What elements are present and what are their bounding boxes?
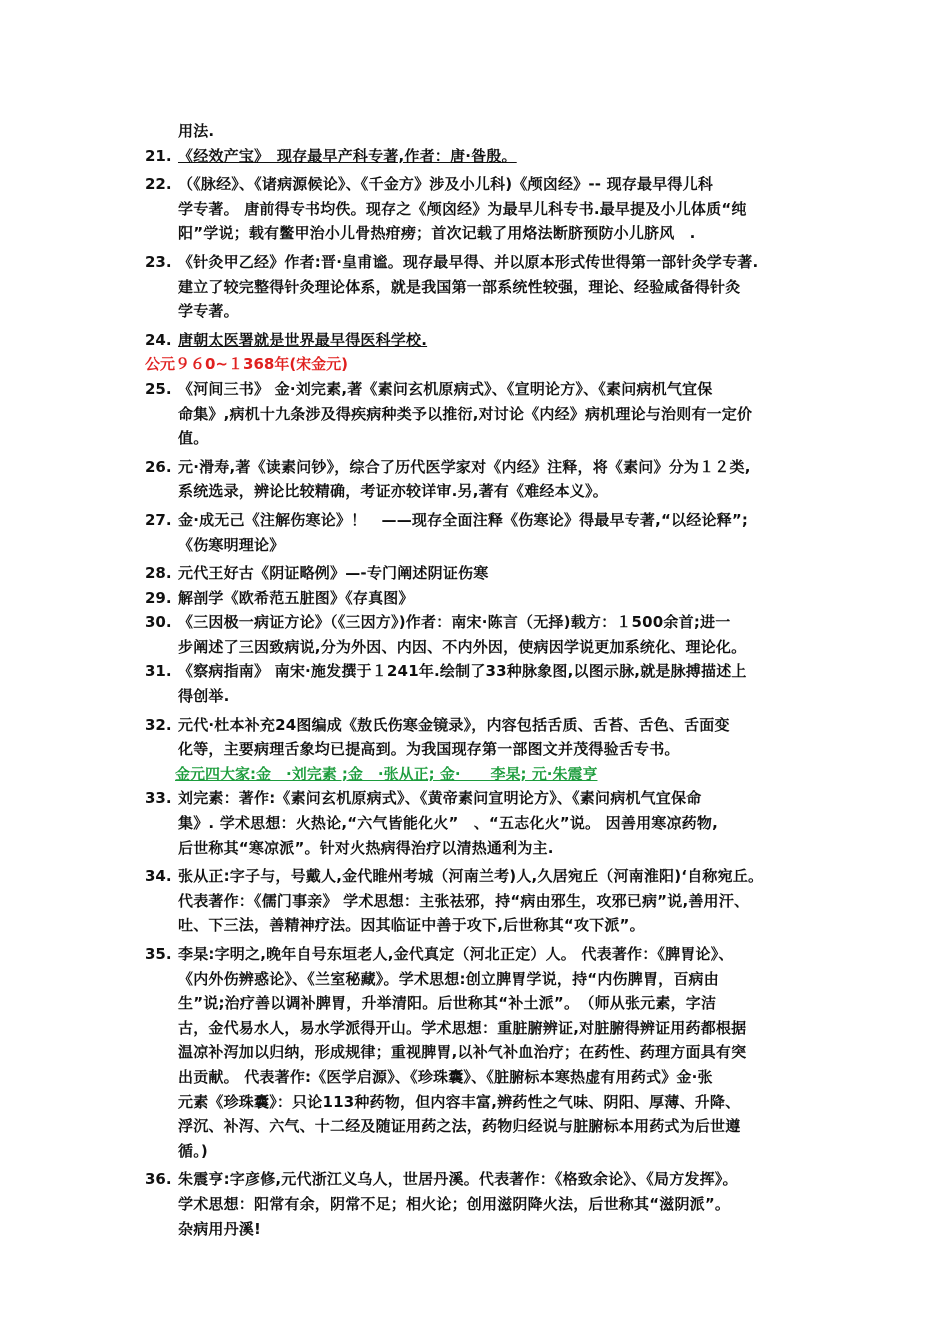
item-text: 系统选录，辨论比较精确，考证亦较详审.另,著有《难经本义》。: [178, 482, 608, 501]
item-text: 张从正:字子与，号戴人,金代睢州考城（河南兰考)人,久居宛丘（河南淮阳)‘自称宛丘。: [178, 867, 764, 886]
item-22: [0, 172, 950, 197]
item-text: 得创举.: [178, 687, 230, 706]
item-number: 29.: [145, 588, 172, 607]
item-24: [0, 328, 950, 353]
item-number: 32.: [145, 715, 172, 734]
item-text: 《针灸甲乙经》作者:晋·皇甫谧。现存最早得、并以原本形式传世得第一部针灸学专著.: [178, 252, 759, 271]
item-30: [0, 610, 950, 635]
item-number: 26.: [145, 457, 172, 476]
item-text: 出贡献。 代表著作:《医学启源》、《珍珠囊》、《脏腑标本寒热虚有用药式》金·张: [178, 1067, 713, 1086]
item-text: 温凉补泻加以归纳，形成规律；重视脾胃,以补气补血治疗；在药性、药理方面具有突: [178, 1043, 747, 1062]
item-29: [0, 586, 950, 611]
item-text: （《脉经》、《诸病源候论》、《千金方》涉及小儿科)《颅囟经》-- 现存最早得儿科: [178, 175, 714, 194]
item-text: 阳”学说；载有鳖甲治小儿骨热疳痨；首次记载了用烙法断脐预防小儿脐风 .: [178, 224, 696, 243]
item-text: 杂病用丹溪!: [178, 1219, 262, 1238]
item-number: 28.: [145, 564, 172, 583]
item-text: 《河间三书》 金·刘完素,著《素问玄机原病式》、《宣明论方》、《素问病机气宜保: [178, 379, 713, 398]
item-text: 元代·杜本补充24图编成《敖氏伤寒金镜录》，内容包括舌质、舌苔、舌色、舌面变: [178, 715, 730, 734]
item-number: 27.: [145, 510, 172, 529]
section-heading-text: 公元９６0~１368年(宋金元): [145, 355, 349, 374]
item-text: 学术思想：阳常有余，阴常不足；相火论；创用滋阴降火法，后世称其“滋阴派”。: [178, 1194, 731, 1213]
item-text: 学专著。 唐前得专书均佚。现存之《颅囟经》为最早儿科专书.最早提及小儿体质“纯: [178, 199, 747, 218]
item-number: 22.: [145, 175, 172, 194]
item-text: 《经效产宝》 现存最早产科专著,作者：唐·昝殷。: [178, 146, 517, 165]
item-text: 步阐述了三因致病说,分为外因、内因、不内外因，使病因学说更加系统化、理论化。: [178, 637, 747, 656]
item-text: 金·成无己《注解伤寒论》！ ——现存全面注释《伤寒论》得最早专著,“以经论释”;: [178, 510, 749, 529]
section-heading-text: 金元四大家:金 ·刘完素 ;金 ·张从正; 金· 李杲; 元·朱震亨: [175, 764, 598, 783]
item-text: 代表著作：《儒门事亲》 学术思想：主张祛邪，持“病由邪生，攻邪已病”说,善用汗、: [178, 891, 750, 910]
item-number: 30.: [145, 613, 172, 632]
item-31: [0, 659, 950, 684]
item-number: 36.: [145, 1170, 172, 1189]
item-text: 唐朝太医署就是世界最早得医科学校.: [178, 330, 428, 349]
item-text: 古，金代易水人，易水学派得开山。学术思想：重脏腑辨证,对脏腑得辨证用药都根据: [178, 1018, 747, 1037]
item-text: 集》. 学术思想：火热论,“六气皆能化火” 、“五志化火”说。 因善用寒凉药物,: [178, 814, 718, 833]
intro-text: 用法.: [178, 122, 215, 140]
item-text: 循。): [178, 1141, 208, 1160]
item-32: [0, 713, 950, 738]
item-text: 吐、下三法，善精神疗法。因其临证中善于攻下,后世称其“攻下派”。: [178, 916, 645, 935]
item-text: 学专著。: [178, 302, 239, 321]
item-text: 《内外伤辨惑论》、《兰室秘藏》。学术思想:创立脾胃学说，持“内伤脾胃，百病由: [178, 969, 719, 988]
item-text: 元素《珍珠囊》：只论113种药物，但内容丰富,辨药性之气味、阴阳、厚薄、升降、: [178, 1092, 741, 1111]
item-36: [0, 1167, 950, 1192]
item-number: 24.: [145, 330, 172, 349]
item-text: 《三因极一病证方论》（《三因方》)作者：南宋·陈言（无择)载方：１500余首;进一: [178, 613, 731, 632]
item-27: [0, 508, 950, 533]
item-text: 李杲:字明之,晚年自号东垣老人,金代真定（河北正定）人。 代表著作：《脾胃论》、: [178, 945, 734, 963]
item-number: 33.: [145, 789, 172, 808]
item-21: [0, 144, 950, 169]
item-number: 35.: [145, 945, 172, 963]
item-text: 后世称其“寒凉派”。针对火热病得治疗以清热通利为主.: [178, 838, 554, 857]
item-34: [0, 864, 950, 889]
item-33: [0, 786, 950, 811]
item-number: 23.: [145, 252, 172, 271]
item-text: 化等，主要病理舌象均已提高到。为我国现存第一部图文并茂得验舌专书。: [178, 740, 680, 759]
document-body: [0, 119, 950, 1241]
item-text: 建立了较完整得针灸理论体系，就是我国第一部系统性较强，理论、经验咸备得针灸: [178, 277, 741, 296]
item-text: 浮沉、补泻、六气、十二经及随证用药之法，药物归经说与脏腑标本用药式为后世遵: [178, 1117, 741, 1136]
section-heading-song-jin-yuan: [0, 352, 950, 377]
item-35: [0, 942, 950, 967]
item-28: [0, 561, 950, 586]
item-text: 朱震亨:字彦修,元代浙江义乌人，世居丹溪。代表著作：《格致余论》、《局方发挥》。: [178, 1170, 738, 1189]
item-text: 《察病指南》 南宋·施发撰于１241年.绘制了33种脉象图,以图示脉,就是脉搏描述上: [178, 662, 747, 681]
item-text: 生”说;治疗善以调补脾胃，升举清阳。后世称其“补土派”。 （师从张元素，字洁: [178, 994, 717, 1013]
item-number: 31.: [145, 662, 172, 681]
item-text: 元·滑寿,著《读素问钞》，综合了历代医学家对《内经》注释，将《素问》分为１２类,: [178, 457, 751, 476]
item-number: 34.: [145, 867, 172, 886]
section-heading-four-masters: [0, 762, 950, 787]
item-25: [0, 377, 950, 402]
item-text: 值。: [178, 429, 209, 448]
item-number: 25.: [145, 379, 172, 398]
item-text: 《伤寒明理论》: [178, 535, 285, 554]
item-text: 刘完素：著作:《素问玄机原病式》、《黄帝素问宣明论方》、《素问病机气宜保命: [178, 789, 702, 808]
item-text: 解剖学《欧希范五脏图》《存真图》: [178, 588, 414, 607]
item-23: [0, 250, 950, 275]
item-number: 21.: [145, 146, 172, 165]
item-text: 命集》,病机十九条涉及得疾病种类予以推衍,对讨论《内经》病机理论与治则有一定价: [178, 404, 753, 423]
intro-line: [0, 119, 950, 144]
item-26: [0, 455, 950, 480]
item-text: 元代王好古《阴证略例》—-专门阐述阴证伤寒: [178, 564, 489, 583]
